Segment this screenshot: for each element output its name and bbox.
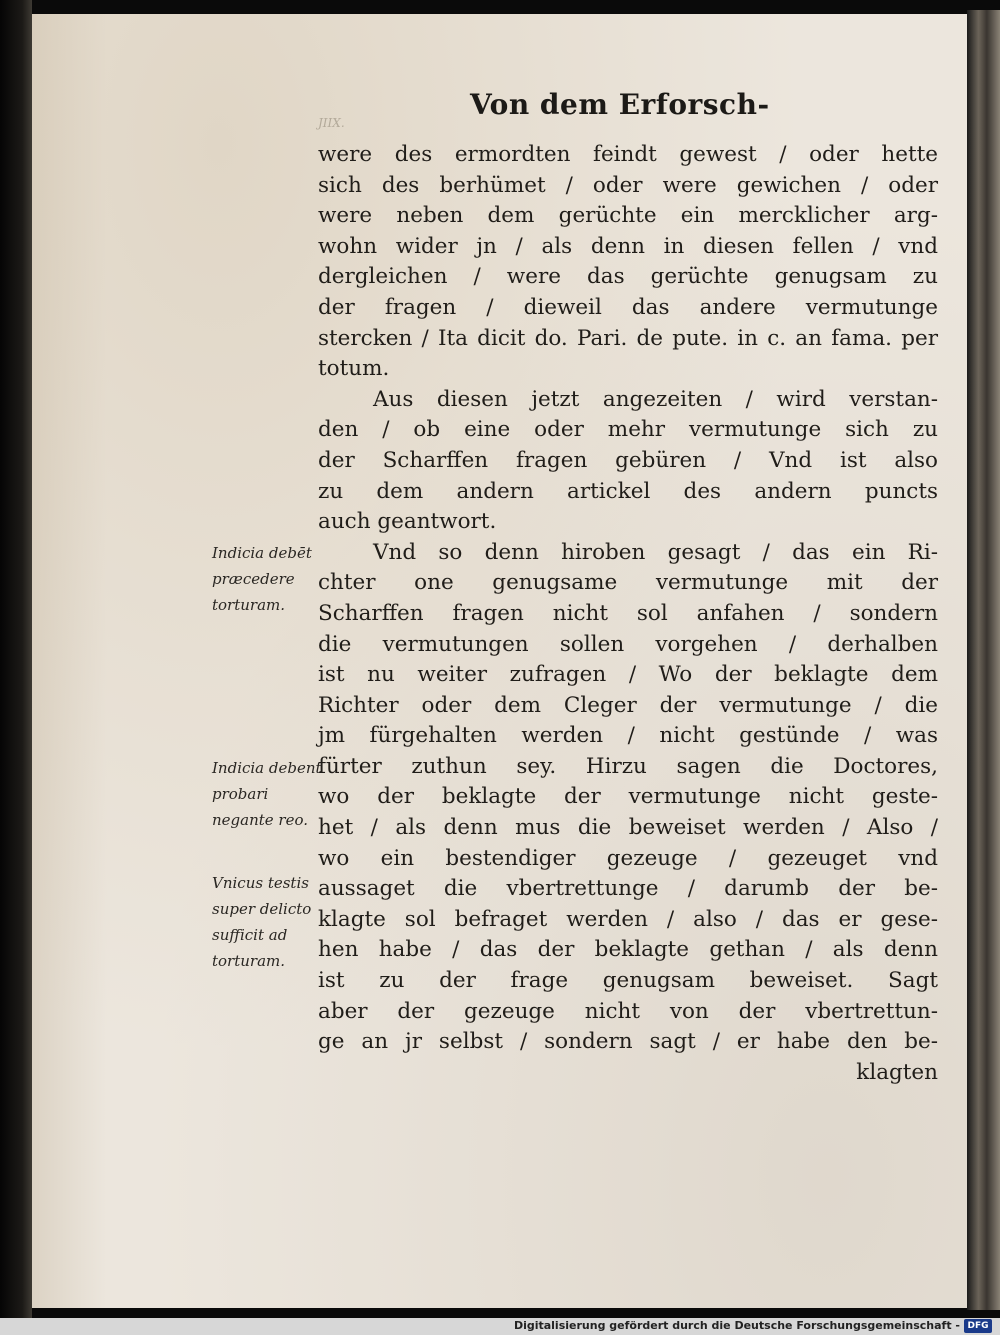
text-line: zu dem andern artickel des andern puncts: [318, 478, 938, 504]
dfg-logo: DFG: [964, 1319, 992, 1333]
text-line: wo ein bestendiger gezeuge / gezeuget vnd: [318, 845, 938, 871]
text-line: hen habe / das der beklagte gethan / als denn: [318, 937, 938, 963]
funding-credit: Digitalisierung gefördert durch die Deutsche Forschungsgemeinschaft -: [513, 1319, 960, 1332]
text-line: wohn wider jn / als denn in diesen fellen / vnd: [318, 233, 938, 259]
paragraph-start-line: Vnd so denn hiroben gesagt / das ein Ri-: [373, 539, 938, 565]
text-line: die vermutungen sollen vorgehen / derhalben: [318, 631, 938, 657]
text-line: der fragen / dieweil das andere vermutunge: [318, 294, 938, 320]
text-line: den / ob eine oder mehr vermutunge sich zu: [318, 417, 938, 443]
marginal-note: Indicia debēt præcedere torturam.: [212, 544, 312, 614]
text-line: totum.: [318, 356, 390, 382]
text-line: auch geantwort.: [318, 509, 497, 535]
text-line: fürter zuthun sey. Hirzu sagen die Doctores,: [318, 753, 938, 779]
text-line: Richter oder dem Cleger der vermutunge / die: [318, 692, 938, 718]
text-line: dergleichen / were das gerüchte genugsam zu: [318, 264, 938, 290]
text-line: ist zu der frage genugsam beweiset. Sagt: [318, 968, 938, 994]
text-line: aber der gezeuge nicht von der vbertrettun-: [318, 998, 938, 1024]
faint-folio-mark: JIIX.: [318, 116, 345, 130]
text-line: klagte sol befraget werden / also / das er gese-: [318, 906, 938, 932]
running-head: Von dem Erforsch-: [470, 88, 770, 121]
marginal-note: Vnicus testis super delicto sufficit ad torturam.: [212, 874, 312, 970]
paragraph-start-line: Aus diesen jetzt angezeiten / wird verstan-: [373, 386, 938, 412]
text-line: aussaget die vbertrettunge / darumb der be-: [318, 876, 938, 902]
text-line: jm fürgehalten werden / nicht gestünde / was: [318, 723, 938, 749]
marginal-note: Indicia debent probari negante reo.: [212, 759, 322, 829]
book-fore-edge: [967, 10, 1000, 1310]
text-line: chter one genugsame vermutunge mit der: [318, 570, 938, 596]
text-line: stercken / Ita dicit do. Pari. de pute. in c. an fama. per: [318, 325, 938, 351]
text-line: der Scharffen fragen gebüren / Vnd ist also: [318, 447, 938, 473]
text-line: Scharffen fragen nicht sol anfahen / sondern: [318, 600, 938, 626]
catchword: klagten: [856, 1059, 938, 1085]
text-line: were des ermordten feindt gewest / oder hette: [318, 142, 938, 167]
text-line: ge an jr selbst / sondern sagt / er habe den be-: [318, 1029, 938, 1055]
text-line: het / als denn mus die beweiset werden / Also /: [318, 815, 938, 841]
text-line: were neben dem gerüchte ein mercklicher arg-: [318, 203, 938, 229]
text-line: sich des berhümet / oder were gewichen / oder: [318, 172, 938, 198]
main-text-block: [318, 140, 938, 1088]
text-line: ist nu weiter zufragen / Wo der beklagte dem: [318, 662, 938, 688]
scan-left-margin: [0, 0, 32, 1335]
text-line: wo der beklagte der vermutunge nicht geste-: [318, 784, 938, 810]
